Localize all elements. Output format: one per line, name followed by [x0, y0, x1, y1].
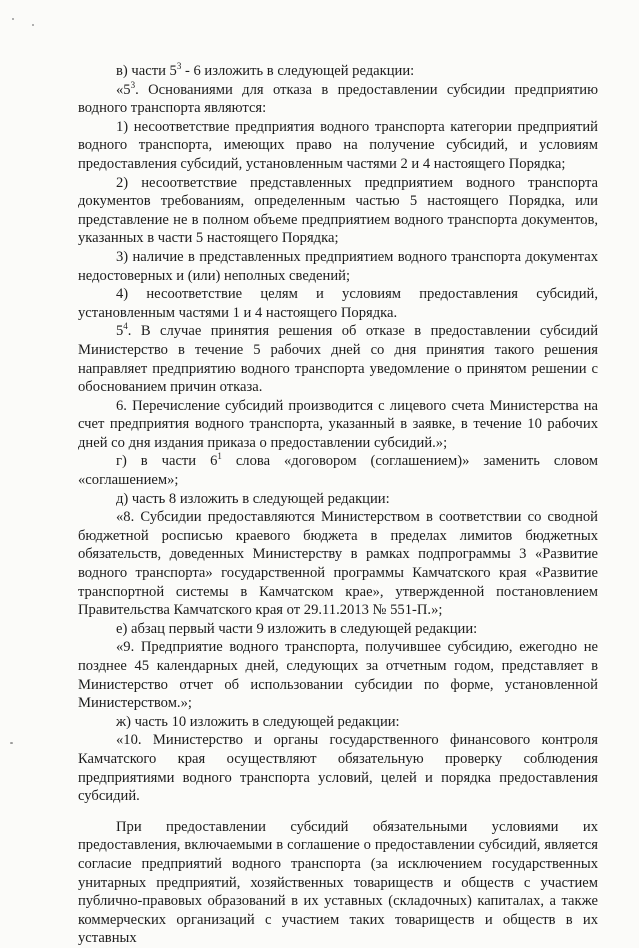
paragraph: [78, 818, 598, 948]
paragraph-text: 4) несоответствие целям и условиям предоставления субсидий, установленным частями 1 и 4 настоящего Порядка.: [78, 286, 598, 321]
paragraph-text: «5: [116, 81, 131, 98]
paragraph-text: 5: [116, 323, 124, 340]
paragraph-text: . Основаниями для отказа в предоставлении субсидии предприятию водного транспорта являются:: [78, 81, 598, 117]
paragraph-text: ж) часть 10 изложить в следующей редакции:: [116, 713, 400, 730]
paragraph: [78, 397, 598, 453]
document-text: [78, 62, 598, 948]
paragraph-text: «8. Субсидии предоставляются Министерством в соответствии со сводной бюджетной росписью краевого бюджета в пределах лимитов бюджетных обязательств, доведенных Министерству в рамках подпрограммы 3 «Развитие водного транспорта» государственной программы Камчатского края «Развитие транспортной системы в Камчатском крае», утвержденной постановлением Правительства Камчатского края от 29.11.2013 № 551-П.»;: [78, 509, 598, 619]
paragraph-text: - 6 изложить в следующей редакции:: [181, 63, 415, 79]
paragraph-text: «9. Предприятие водного транспорта, получившее субсидию, ежегодно не позднее 45 календарных дней, следующих за отчетным годом, представляет в Министерство отчет об использовании субсидии по форме, установленной Министерством.»;: [78, 639, 598, 712]
paragraph-text: 3) наличие в представленных предприятием водного транспорта документах недостоверных и (или) неполных сведений;: [78, 248, 598, 284]
paragraph: [78, 118, 598, 174]
superscript: 3: [130, 79, 136, 90]
paragraph-text: г) в части 6: [116, 453, 218, 470]
paragraph: [78, 285, 598, 322]
paragraph: [78, 81, 598, 118]
paragraph: [78, 620, 598, 639]
paragraph-text: слова «договором (соглашением)» заменить словом «соглашением»;: [78, 453, 598, 489]
paragraph: [78, 248, 598, 285]
scan-speck: [12, 18, 14, 20]
paragraph: [78, 638, 598, 712]
paragraph: [78, 490, 598, 509]
paragraph-text: При предоставлении субсидий обязательными условиями их предоставления, включаемыми в соглашение о предоставлении субсидий, является согласие предприятий водного транспорта (за исключением государственных унитарных предприятий, хозяйственных товариществ и обществ с участием публично-правовых образований в их уставных (складочных) капиталах, а также коммерческих организаций с участием таких товариществ и обществ в их уставных: [78, 818, 598, 947]
paragraph: [78, 713, 598, 732]
paragraph: [78, 452, 598, 489]
paragraph: [78, 174, 598, 248]
paragraph-text: «10. Министерство и органы государственного финансового контроля Камчатского края осуществляют обязательную проверку соблюдения предприятиями водного транспорта условий, целей и порядка предоставления субсидий.: [78, 732, 598, 805]
paragraph-text: 1) несоответствие предприятия водного транспорта категории предприятий водного транспорта, имеющих право на получение субсидий, и условиям предоставления субсидий, установленным частями 2 и 4 настоящего Порядка;: [78, 118, 598, 172]
paragraph-text: д) часть 8 изложить в следующей редакции:: [116, 490, 390, 507]
paragraph: [78, 508, 598, 620]
superscript: 3: [176, 61, 182, 72]
paragraph: [78, 322, 598, 396]
paragraph: [78, 731, 598, 805]
superscript: 4: [123, 321, 128, 332]
paragraph-text: е) абзац первый части 9 изложить в следующей редакции:: [116, 620, 478, 637]
paragraph-text: 6. Перечисление субсидий производится с лицевого счета Министерства на счет предприятия водного транспорта, указанный в заявке, в течение 10 рабочих дней со дня издания приказа о предоставлении субсидий.»;: [78, 397, 598, 451]
paragraph-text: в) части 5: [116, 63, 177, 79]
paragraph-text: . В случае принятия решения об отказе в предоставлении субсидий Министерство в течение 5 рабочих дней со дня принятия такого решения направляет предприятию водного транспорта уведомление о принятом решении с обоснованием причин отказа.: [78, 323, 598, 396]
paragraph: [78, 62, 598, 81]
superscript: 1: [217, 451, 222, 462]
scan-speck: [10, 742, 13, 744]
paragraph-text: 2) несоответствие представленных предприятием водного транспорта документов требованиям, определенным частью 5 настоящего Порядка, или представление не в полном объеме предприятием водного транспорта документов, указанных в части 5 настоящего Порядка;: [78, 174, 598, 247]
scan-speck: [32, 24, 34, 26]
